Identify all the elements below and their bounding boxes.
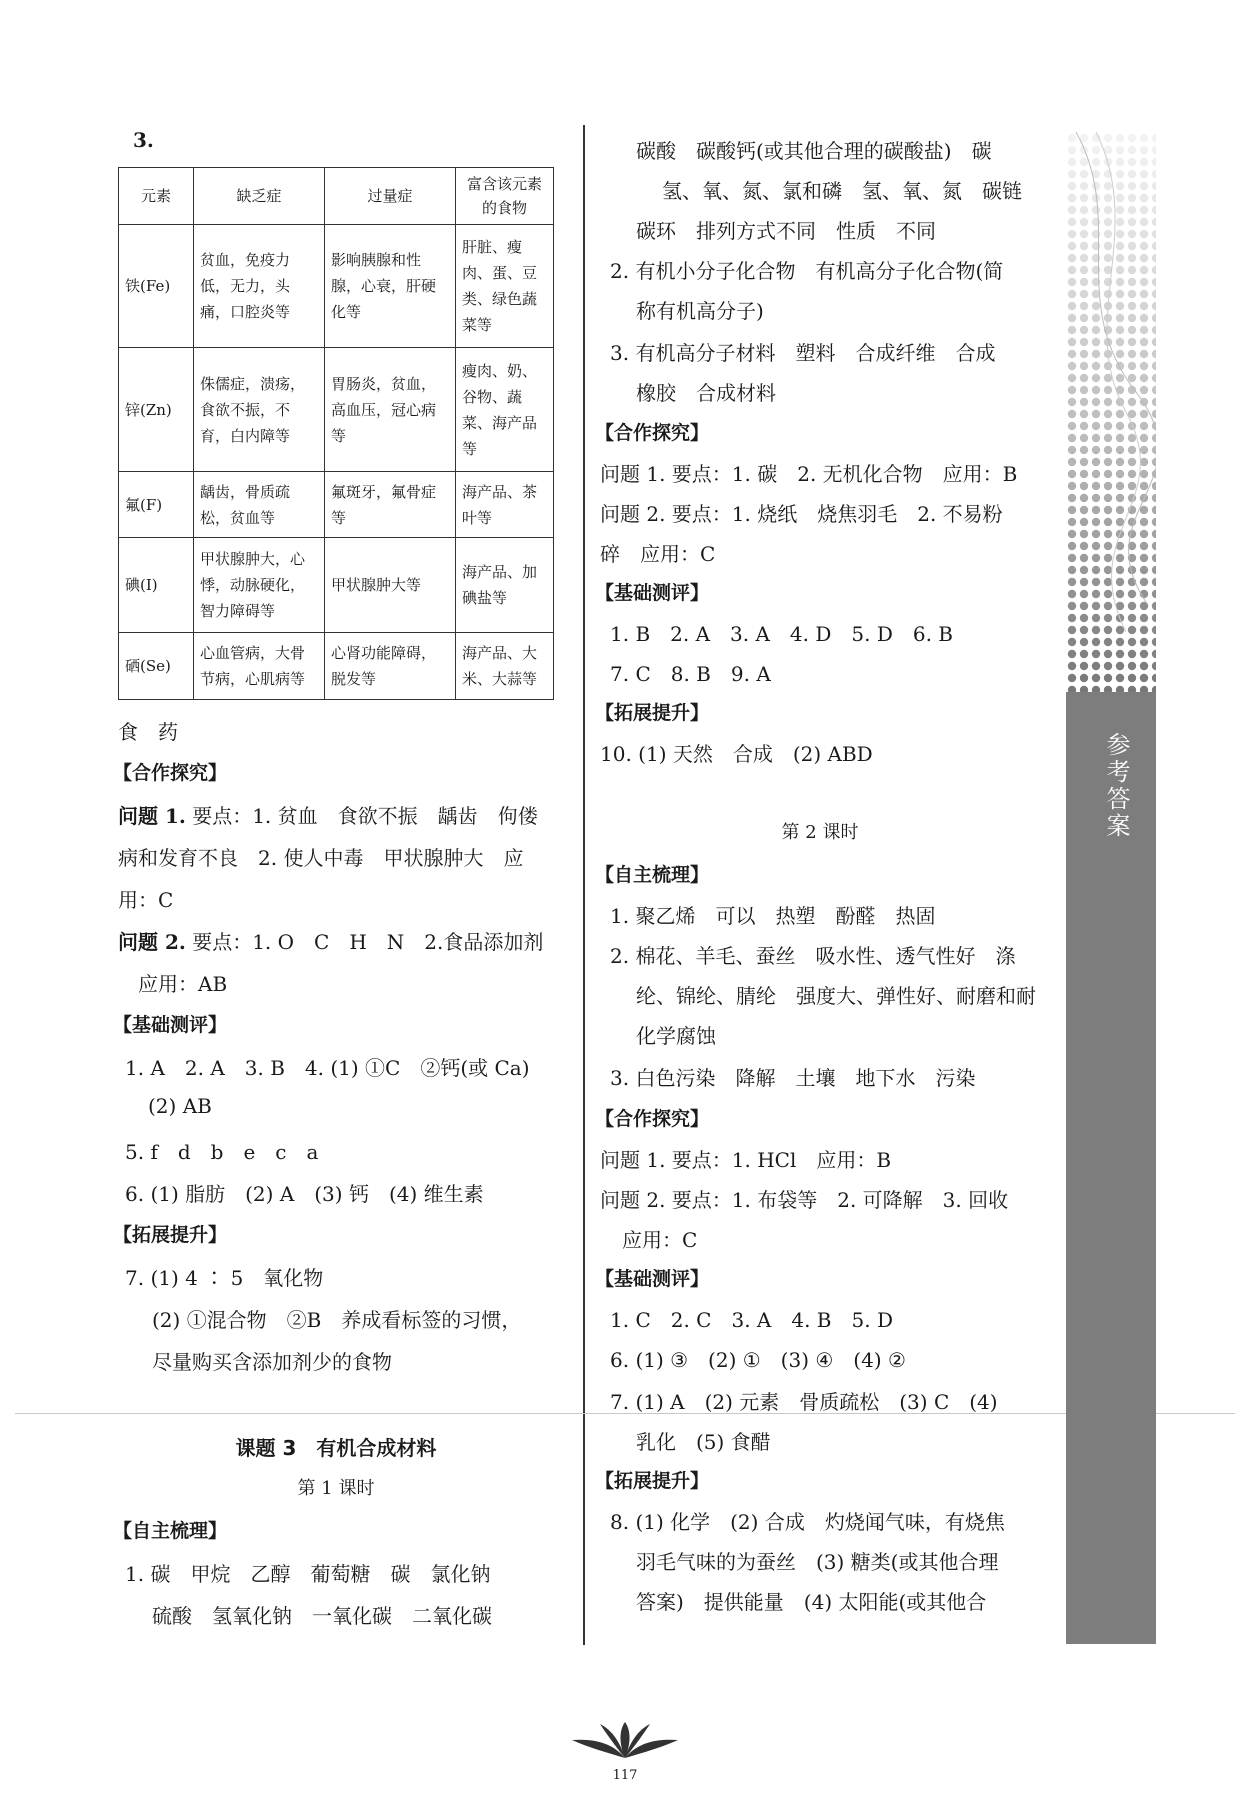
- lesson-title: 课题 3 有机合成材料: [235, 1436, 437, 1460]
- side-tab: [1066, 132, 1156, 1644]
- question-label: 问题 2.: [118, 930, 186, 954]
- period-title: 第 1 课时: [297, 1478, 375, 1499]
- table-header: 富含该元素的食物: [456, 168, 554, 225]
- answer-line: 应用：C: [622, 1228, 698, 1252]
- answer-line: 1. C 2. C 3. A 4. B 5. D: [610, 1308, 893, 1332]
- halftone-pattern: [1066, 132, 1156, 692]
- answer-line: 称有机高分子): [636, 299, 764, 323]
- table-row: [119, 225, 554, 348]
- section-heading: 【合作探究】: [595, 1108, 710, 1130]
- answer-line: 7. (1) 4 ∶ 5 氧化物: [125, 1266, 324, 1290]
- answer-line: 6. (1) 脂肪 (2) A (3) 钙 (4) 维生素: [125, 1182, 484, 1206]
- answer-line: 答案) 提供能量 (4) 太阳能(或其他合: [636, 1590, 987, 1614]
- answer-line: 碎 应用：C: [600, 542, 716, 566]
- section-heading: 【基础测评】: [595, 1268, 710, 1290]
- section-heading: 【合作探究】: [595, 422, 710, 444]
- table-cell: 氟斑牙，氟骨症等: [325, 471, 456, 538]
- table-cell: 贫血，免疫力低，无力，头痛，口腔炎等: [194, 225, 325, 348]
- table-cell: 瘦肉、奶、谷物、蔬菜、海产品等: [456, 348, 554, 471]
- section-heading: 【合作探究】: [113, 762, 228, 784]
- table-header: 缺乏症: [194, 168, 325, 225]
- answer-line: (2) AB: [148, 1094, 212, 1118]
- answer-line: 1. 聚乙烯 可以 热塑 酚醛 热固: [610, 904, 936, 928]
- answer-line: 氢、氧、氮、氯和磷 氢、氧、氮 碳链: [662, 179, 1022, 203]
- answer-line: 碳酸 碳酸钙(或其他合理的碳酸盐) 碳: [636, 139, 992, 163]
- answer-line: 碳环 排列方式不同 性质 不同: [636, 219, 936, 243]
- answer-line: 尽量购买含添加剂少的食物: [152, 1350, 392, 1374]
- answer-line: 6. (1) ③ (2) ① (3) ④ (4) ②: [610, 1348, 906, 1372]
- answer-line: 8. (1) 化学 (2) 合成 灼烧闻气味，有烧焦: [610, 1510, 1005, 1534]
- answer-line: 应用：AB: [138, 972, 228, 996]
- table-cell: 锌(Zn): [119, 348, 194, 471]
- section-heading: 【自主梳理】: [113, 1520, 228, 1542]
- food-drug-answer: 食 药: [118, 720, 178, 744]
- section-heading: 【自主梳理】: [595, 864, 710, 886]
- answer-line: 3. 白色污染 降解 土壤 地下水 污染: [610, 1066, 976, 1090]
- table-row: [119, 633, 554, 700]
- section-heading: 【基础测评】: [113, 1014, 228, 1036]
- answer-line: 3. 有机高分子材料 塑料 合成纤维 合成: [610, 341, 996, 365]
- answer-line: 问题 1. 要点：1. 碳 2. 无机化合物 应用：B: [600, 462, 1018, 486]
- footer-ornament-icon: [560, 1718, 690, 1762]
- table-header: 过量症: [325, 168, 456, 225]
- answer-line: 1. B 2. A 3. A 4. D 5. D 6. B: [610, 622, 953, 646]
- section-heading: 【拓展提升】: [595, 702, 710, 724]
- table-cell: 影响胰腺和性腺，心衰，肝硬化等: [325, 225, 456, 348]
- table-cell: 海产品、加碘盐等: [456, 538, 554, 633]
- table-cell: 心肾功能障碍，脱发等: [325, 633, 456, 700]
- answer-line: 2. 有机小分子化合物 有机高分子化合物(简: [610, 259, 1004, 283]
- table-cell: 铁(Fe): [119, 225, 194, 348]
- table-cell: 氟(F): [119, 471, 194, 538]
- section-heading: 【拓展提升】: [113, 1224, 228, 1246]
- answer-line: 问题 1. 要点：1. HCl 应用：B: [600, 1148, 892, 1172]
- answer-line: 纶、锦纶、腈纶 强度大、弹性好、耐磨和耐: [636, 984, 1036, 1008]
- answer-line: 问题 2. 要点：1. 烧纸 烧焦羽毛 2. 不易粉: [600, 502, 1003, 526]
- question-label: 问题 1.: [118, 804, 186, 828]
- table-cell: 胃肠炎，贫血，高血压，冠心病等: [325, 348, 456, 471]
- section-heading: 【拓展提升】: [595, 1470, 710, 1492]
- question-3-label: 3.: [133, 128, 154, 152]
- page-number: 117: [612, 1768, 638, 1783]
- table-header-row: [119, 168, 554, 225]
- table-header: 元素: [119, 168, 194, 225]
- table-cell: 肝脏、瘦肉、蛋、豆类、绿色蔬菜等: [456, 225, 554, 348]
- answer-line: 用：C: [118, 888, 174, 912]
- answer-line: 橡胶 合成材料: [636, 381, 776, 405]
- column-divider: [583, 125, 585, 1645]
- answer-line: 病和发育不良 2. 使人中毒 甲状腺肿大 应: [118, 846, 524, 870]
- table-row: [119, 348, 554, 471]
- period-title: 第 2 课时: [781, 822, 859, 843]
- section-heading: 【基础测评】: [595, 582, 710, 604]
- table-cell: 甲状腺肿大，心悸，动脉硬化，智力障碍等: [194, 538, 325, 633]
- table-cell: 海产品、大米、大蒜等: [456, 633, 554, 700]
- answer-line: 1. A 2. A 3. B 4. (1) ①C ②钙(或 Ca): [125, 1056, 530, 1080]
- table-row: [119, 538, 554, 633]
- answer-line: 7. (1) A (2) 元素 骨质疏松 (3) C (4): [610, 1390, 998, 1414]
- side-tab-label: 参考答案: [1102, 732, 1130, 840]
- answer-line: (2) ①混合物 ②B 养成看标签的习惯，: [152, 1308, 522, 1332]
- answer-line: 乳化 (5) 食醋: [636, 1430, 771, 1454]
- answer-line: 1. 碳 甲烷 乙醇 葡萄糖 碳 氯化钠: [125, 1562, 491, 1586]
- answer-line: 化学腐蚀: [636, 1024, 716, 1048]
- table-cell: 碘(I): [119, 538, 194, 633]
- table-cell: 海产品、茶叶等: [456, 471, 554, 538]
- answer-line: [118, 800, 538, 829]
- answer-line: 10. (1) 天然 合成 (2) ABD: [600, 742, 873, 766]
- table-cell: 龋齿，骨质疏松，贫血等: [194, 471, 325, 538]
- answer-line: 7. C 8. B 9. A: [610, 662, 771, 686]
- answer-line: 5. f d b e c a: [125, 1140, 319, 1164]
- table-row: [119, 471, 554, 538]
- answer-line: 羽毛气味的为蚕丝 (3) 糖类(或其他合理: [636, 1550, 999, 1574]
- answer-line: 硫酸 氢氧化钠 一氧化碳 二氧化碳: [152, 1604, 492, 1628]
- answer-text: 要点：1. 贫血 食欲不振 龋齿 佝偻: [185, 804, 538, 828]
- answer-line: 2. 棉花、羊毛、蚕丝 吸水性、透气性好 涤: [610, 944, 1016, 968]
- table-cell: 硒(Se): [119, 633, 194, 700]
- table-cell: 甲状腺肿大等: [325, 538, 456, 633]
- answer-line: 问题 2. 要点：1. 布袋等 2. 可降解 3. 回收: [600, 1188, 1009, 1212]
- answer-text: 要点：1. O C H N 2.食品添加剂: [185, 930, 544, 954]
- table-cell: 侏儒症，溃疡，食欲不振，不育，白内障等: [194, 348, 325, 471]
- trace-element-table: [118, 167, 554, 700]
- answer-line: [118, 926, 543, 955]
- table-cell: 心血管病，大骨节病，心肌病等: [194, 633, 325, 700]
